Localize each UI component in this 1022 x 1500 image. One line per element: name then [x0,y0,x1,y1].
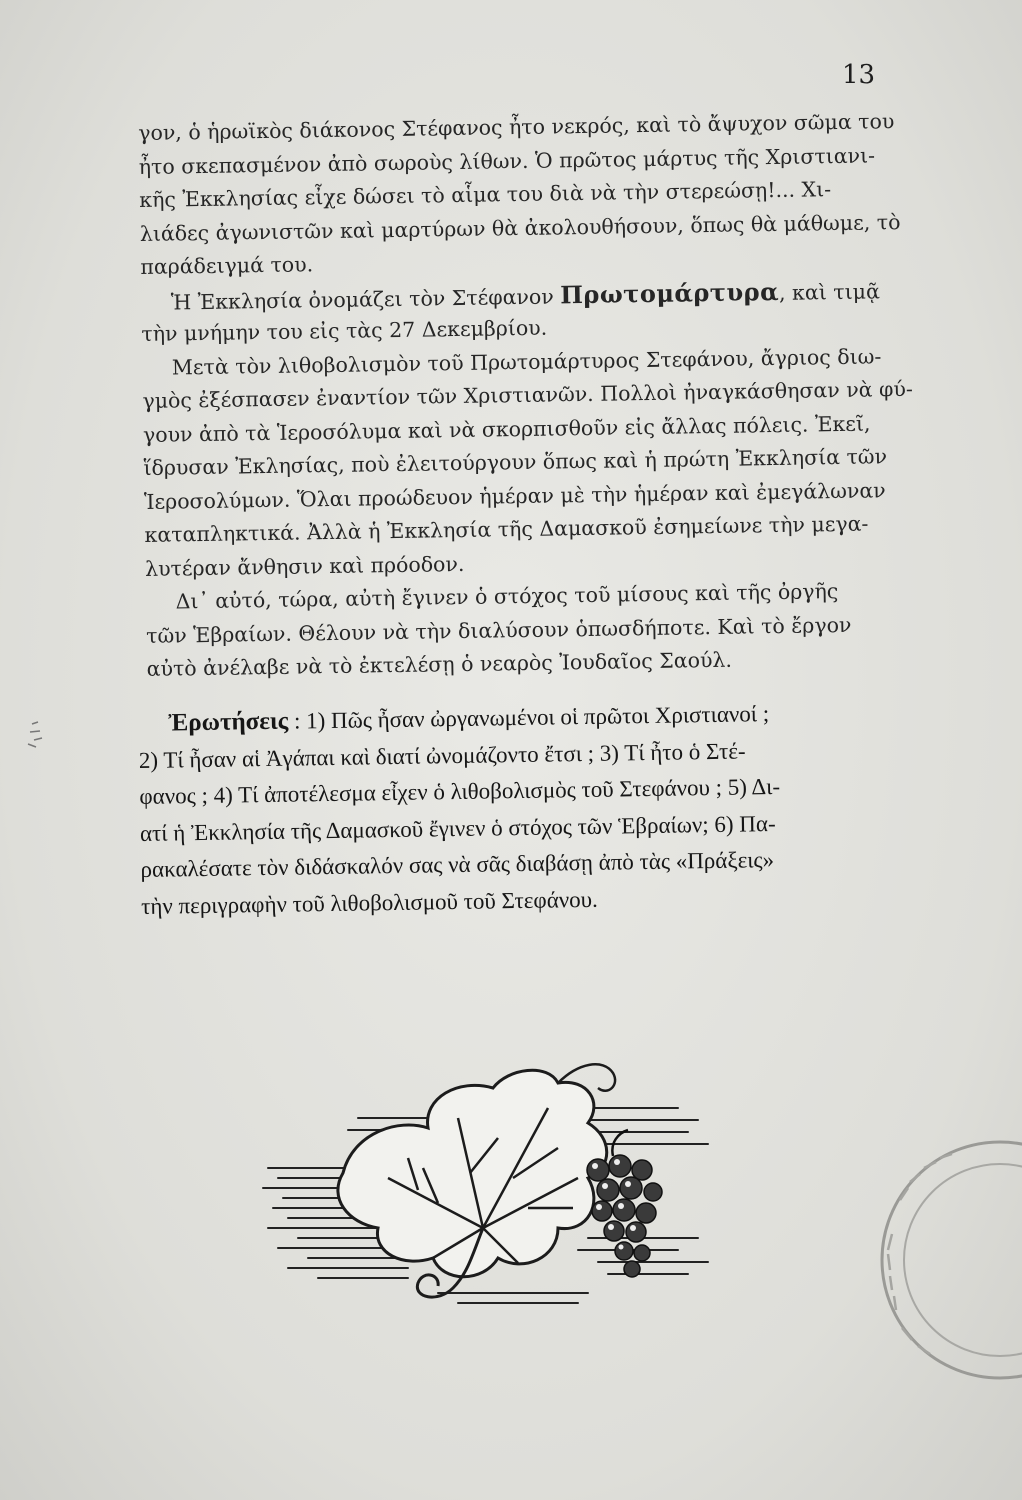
library-stamp [870,1130,1022,1390]
text-line: καταπληκτικά. Ἀλλὰ ἡ Ἐκκλησία τῆς Δαμασκοῦ ἐσημείωνε τὴν μεγα- [144,511,869,547]
questions-label: Ἐρωτήσεις [168,707,289,737]
text-line: γουν ἀπὸ τὰ Ἱεροσόλυμα καὶ νὰ σκορπισθοῦν εἰς ἄλλας πόλεις. Ἐκεῖ, [142,411,871,447]
question-line: ατί ἡ Ἐκκλησία τῆς Δαμασκοῦ ἔγινεν ὁ στόχος τῶν Ἑβραίων; 6) Πα- [139,810,776,846]
text-line: τῶν Ἑβραίων. Θέλουν νὰ τὴν διαλύσουν ὁπωσδήποτε. Καὶ τὸ ἔργον [145,612,852,648]
question-text: : 1) Πῶς ἦσαν ὠργανωμένοι οἱ πρῶτοι Χριστιανοί ; [288,701,770,734]
text-line: γμὸς ἐξέσπασεν ἐναντίον τῶν Χριστιανῶν. Πολλοὶ ἠναγκάσθησαν νὰ φύ- [142,376,913,413]
text-line: αὐτὸ ἀνέλαβε νὰ τὸ ἐκτελέσῃ ὁ νεαρὸς Ἰουδαῖος Σαούλ. [146,647,733,681]
text-line: τὴν μνήμην του εἰς τὰς 27 Δεκεμβρίου. [141,315,548,346]
page-number: 13 [842,60,876,90]
text-line: Μετὰ τὸν λιθοβολισμὸν τοῦ Πρωτομάρτυρος Στεφάνου, ἄγριος διω- [171,343,882,379]
text-line: Δι᾽ αὐτό, τώρα, αὐτὴ ἔγινεν ὁ στόχος τοῦ μίσους καὶ τῆς ὀργῆς [175,579,839,614]
margin-ink-marks [24,714,64,754]
text-line: ἵδρυσαν Ἐκλησίας, ποὺ ἐλειτούργουν ὅπως καὶ ἡ πρώτη Ἐκκλησία τῶν [143,444,888,480]
question-line: 2) Τί ἦσαν αἱ Ἀγάπαι καὶ διατί ὠνομάζοντο ἔτσι ; 3) Τί ἦτο ὁ Στέ- [138,737,746,773]
text-line: κῆς Ἐκκλησίας εἶχε δώσει τὸ αἷμα του διὰ νὰ τὴν στερεώσῃ!... Χι- [139,177,832,212]
protomartyr-before: Ἡ Ἐκκλησία ὀνομάζει τὸν Στέφανον [170,283,561,315]
questions-section [138,694,911,925]
question-line: ρακαλέσατε τὸν διδάσκαλόν σας νὰ σᾶς διαβάσῃ ἀπὸ τὰς «Πράξεις» [140,847,775,882]
body-text [138,105,913,686]
text-line: παράδειγμά του. [140,252,314,279]
text-line: λυτέραν ἄνθησιν καὶ πρόοδον. [144,551,465,581]
text-line: γον, ὁ ἡρωϊκὸς διάκονος Στέφανος ἦτο νεκρός, καὶ τὸ ἄψυχον σῶμα του [138,109,895,145]
protomartyr-highlight: Πρωτομάρτυρα [559,276,780,309]
text-line: ἦτο σκεπασμένον ἀπὸ σωροὺς λίθων. Ὁ πρῶτος μάρτυς τῆς Χριστιανι- [138,142,876,179]
protomartyr-after: , καὶ τιμᾷ [778,278,881,305]
question-line: τὴν περιγραφὴν τοῦ λιθοβολισμοῦ τοῦ Στεφάνου. [140,886,598,919]
grape-leaf-ornament [258,1058,728,1318]
question-line: φανος ; 4) Τί ἀποτέλεσμα εἶχεν ὁ λιθοβολισμὸς τοῦ Στεφάνου ; 5) Δι- [139,773,781,809]
text-line: Ἱεροσολύμων. Ὅλαι προώδευον ἡμέραν μὲ τὴν ἡμέραν καὶ ἐμεγάλωναν [143,477,886,514]
text-line: λιάδες ἀγωνιστῶν καὶ μαρτύρων θὰ ἀκολουθήσουν, ὅπως θὰ μάθωμε, τὸ [139,209,901,246]
